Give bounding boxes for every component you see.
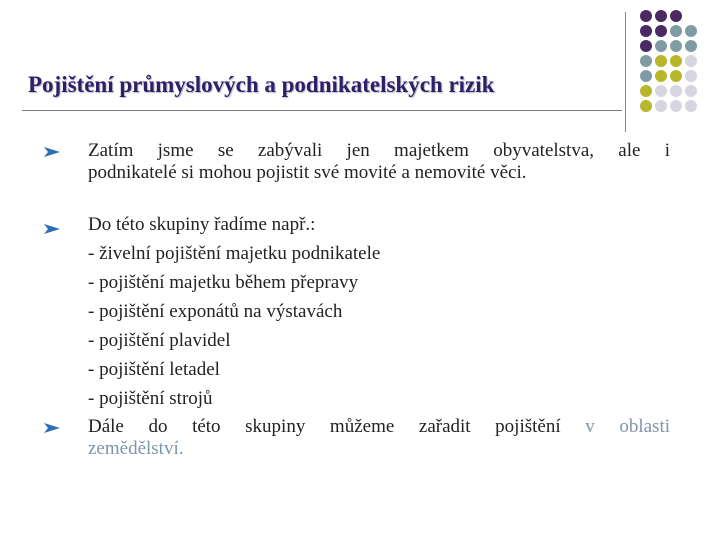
paragraph-3-text: Dále do této skupiny můžeme zařadit pojištění (88, 416, 561, 437)
list-item: - živelní pojištění majetku podnikatele (88, 243, 381, 264)
decor-dot (670, 10, 682, 22)
list-item: - pojištění strojů (88, 388, 213, 409)
paragraph-3-line-1 (88, 416, 670, 438)
decor-dot (685, 85, 697, 97)
list-item: - pojištění letadel (88, 359, 220, 380)
decor-vertical-line (625, 12, 626, 132)
list-item: - pojištění majetku během přepravy (88, 272, 359, 293)
decor-dot (670, 25, 682, 37)
paragraph-1-line-1: Zatím jsme se zabývali jen majetkem obyvatelstva, ale i (88, 140, 670, 161)
paragraph-3-accent-2: zemědělství. (88, 438, 184, 459)
decor-dot (670, 85, 682, 97)
paragraph-3 (88, 416, 670, 460)
decor-dot (640, 55, 652, 67)
decor-dot-grid (640, 10, 700, 115)
decor-dot (685, 25, 697, 37)
decor-dot (685, 70, 697, 82)
list-item: - pojištění plavidel (88, 330, 231, 351)
decor-dot (655, 10, 667, 22)
paragraph-1 (88, 140, 670, 184)
arrow-bullet-icon (44, 423, 60, 433)
arrow-bullet-icon (44, 147, 60, 157)
paragraph-1-line-2: podnikatelé si mohou pojistit své movité a nemovité věci. (88, 162, 527, 183)
decor-dot (640, 25, 652, 37)
decor-dot (655, 55, 667, 67)
decor-dot (685, 40, 697, 52)
decor-dot (655, 40, 667, 52)
decor-dot (685, 10, 697, 22)
paragraph-2 (88, 210, 670, 413)
decor-dot (655, 100, 667, 112)
decor-dot (640, 10, 652, 22)
decor-dot (640, 85, 652, 97)
decor-dot (655, 25, 667, 37)
decor-dot (685, 100, 697, 112)
decor-dot (670, 70, 682, 82)
decor-dot (670, 100, 682, 112)
decor-dot (670, 40, 682, 52)
decor-dot (655, 85, 667, 97)
decor-dot (670, 55, 682, 67)
decor-dot (655, 70, 667, 82)
title-divider (22, 110, 622, 111)
decor-dot (640, 70, 652, 82)
paragraph-3-accent-1: v oblasti (585, 416, 670, 437)
decor-dot (640, 100, 652, 112)
slide-title: Pojištění průmyslových a podnikatelských rizik (28, 72, 495, 97)
decor-dot (685, 55, 697, 67)
paragraph-2-intro: Do této skupiny řadíme např.: (88, 214, 316, 235)
arrow-bullet-icon (44, 224, 60, 234)
list-item: - pojištění exponátů na výstavách (88, 301, 343, 322)
decor-dot (640, 40, 652, 52)
